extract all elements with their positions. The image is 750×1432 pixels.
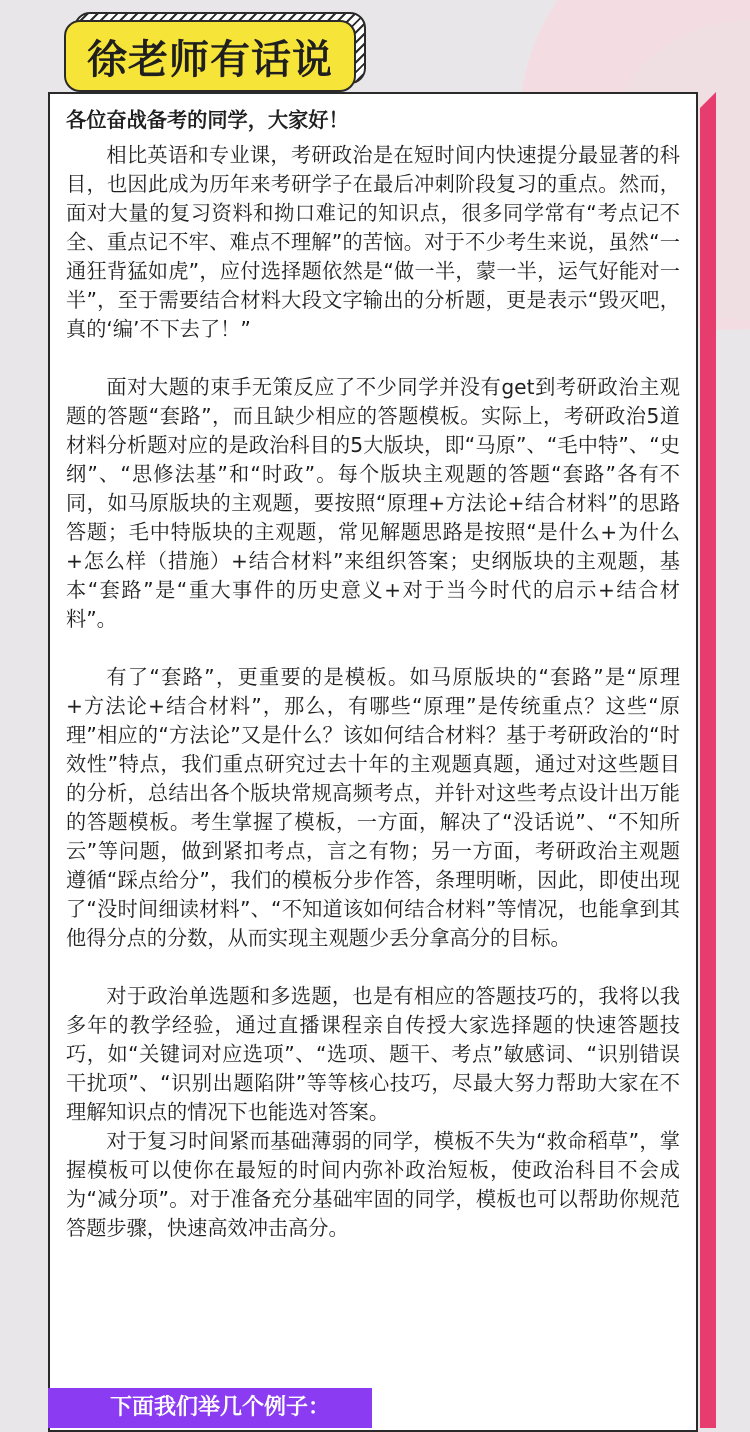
card-edge-corner [700,92,716,108]
letter-paragraph-3: 有了“套路”，更重要的是模板。如马原版块的“套路”是“原理+方法论+结合材料”，那么，有哪些“原理”是传统重点？这些“原理”相应的“方法论”又是什么？该如何结合材料？基于考研政治的“时效性”特点，我们重点研究过去十年的主观题真题，通过对这些题目的分析，总结出各个版块常规高频考点，并针对这些考点设计出万能的答题模板。考生掌握了模板，一方面，解决了“没话说”、“不知所云”等问题，做到紧扣考点，言之有物；另一方面，考研政治主观题遵循“踩点给分”，我们的模板分步作答，条理明晰，因此，即使出现了“没时间细读材料”、“不知道该如何结合材料”等情况，也能拿到其他得分点的分数，从而实现主观题少丢分拿高分的目标。 [66,665,680,950]
page-title: 徐老师有话说 [87,36,333,83]
letter-body [66,106,680,1243]
title-badge [64,20,356,92]
letter-paragraph-1: 相比英语和专业课，考研政治是在短时间内快速提分最显著的科目，也因此成为历年来考研学子在最后冲刺阶段复习的重点。然而，面对大量的复习资料和拗口难记的知识点，很多同学常有“考点记不全、重点记不牢、难点不理解”的苦恼。对于不少考生来说，虽然“一通狂背猛如虎”，应付选择题依然是“做一半，蒙一半，运气好能对一半”，至于需要结合材料大段文字输出的分析题，更是表示“毁灭吧，真的‘编’不下去了！” [66,143,680,341]
letter-paragraph-2: 面对大题的束手无策反应了不少同学并没有get到考研政治主观题的答题“套路”，而且缺少相应的答题模板。实际上，考研政治5道材料分析题对应的是政治科目的5大版块，即“马原”、“毛中特”、“史纲”、“思修法基”和“时政”。每个版块主观题的答题“套路”各有不同，如马原版块的主观题，要按照“原理+方法论+结合材料”的思路答题；毛中特版块的主观题，常见解题思路是按照“是什么+为什么+怎么样（措施）+结合材料”来组织答案；史纲版块的主观题，基本“套路”是“重大事件的历史意义+对于当今时代的启示+结合材料”。 [66,375,680,631]
card-edge-accent [700,108,716,1428]
letter-paragraph-5: 对于复习时间紧而基础薄弱的同学，模板不失为“救命稻草”，掌握模板可以使你在最短的时间内弥补政治短板，使政治科目不会成为“减分项”。对于准备充分基础牢固的同学，模板也可以帮助你规范答题步骤，快速高效冲击高分。 [66,1129,680,1240]
letter-paragraph-4: 对于政治单选题和多选题，也是有相应的答题技巧的，我将以我多年的教学经验，通过直播课程亲自传授大家选择题的快速答题技巧，如“关键词对应选项”、“选项、题干、考点”敏感词、“识别错误干扰项”、“识别出题陷阱”等等核心技巧，尽最大努力帮助大家在不理解知识点的情况下也能选对答案。 [66,984,680,1124]
letter-greeting: 各位奋战备考的同学，大家好！ [66,108,349,132]
examples-banner: 下面我们举几个例子： [48,1388,372,1428]
